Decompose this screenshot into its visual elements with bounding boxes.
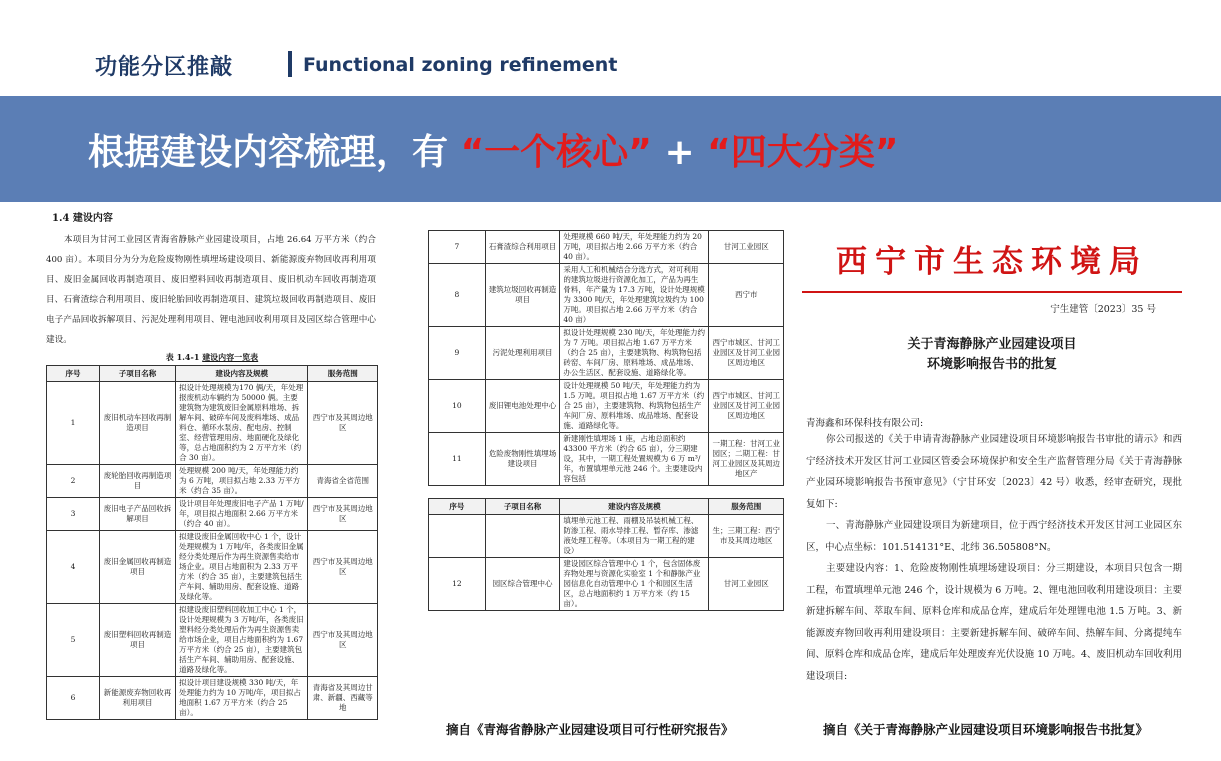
row-content: 新建刚性填埋场 1 座，占地总面积约 43300 平方米（约合 65 亩），分三期建设，其中，一期工程处置规模为 6 万 m³/年，布置填埋单元池 246 个。主要建设内容包括 [560,433,709,486]
header-name: 子项目名称 [485,499,560,515]
source-caption-feasibility: 摘自《青海省静脉产业园建设项目可行性研究报告》 [446,722,734,737]
row-number: 7 [429,231,486,264]
row-content: 设计项目年处理废旧电子产品 1 万吨/年，项目拟占地面积 2.66 万平方米（约合 40 亩）。 [176,498,308,531]
row-scope: 西宁市 [709,264,784,327]
row-number: 6 [47,677,100,720]
feasibility-report-table-continued [428,230,784,752]
recipient: 青海鑫和环保科技有限公司: [806,418,924,429]
construction-table-continued [428,230,784,486]
row-project-name: 废旧电子产品回收拆解项目 [99,498,175,531]
row-number: 11 [429,433,486,486]
table-caption-title: 建设内容一览表 [202,352,259,362]
banner-title [88,124,898,175]
document-title [788,335,1196,375]
red-header-rule [802,291,1182,293]
row-content: 拟设计项目建设规模 330 吨/天，年处理能力约为 10 万吨/年，项目拟占地面积 1.67 万平方米（约合 25 亩）。 [176,677,308,720]
row-number: 9 [429,327,486,380]
row-content: 拟建设废旧金属回收中心 1 个，设计处理规模为 1 万吨/年，各类废旧金属经分类处理后作为再生资源售卖给市场企业。项目占地面积为 2.33 万平方米（约合 35 亩），主要建筑包括生产车间、辅助用房、配套设施、道路及绿化等。 [176,531,308,604]
mid-table-body-bottom [429,515,784,611]
approval-paragraph-3: 主要建设内容：1、危险废物刚性填埋场建设项目：分三期建设，本项目只包含一期工程，布置填埋单元池 246 个，设计规模为 6 万吨。2、锂电池回收利用建设项目：主要新建拆解车间、萃取车间、原料仓库和成品仓库，建成后年处理锂电池 1.5 万吨。3、新能源废弃物回收再利用建设项目：主要新建拆解车间、破碎车间、热解车间、分离提纯车间、原料仓库和成品仓库，建成后年处理废弃光伏设施 10 万吨。4、废旧机动车回收利用建设项目: [806,563,1182,682]
table-row [47,465,378,498]
header-scope: 服务范围 [308,366,378,382]
row-scope: 西宁市及其周边地区 [308,531,378,604]
row-project-name [485,515,560,558]
table-caption-number: 表 1.4-1 [165,352,200,362]
table-caption [46,352,378,363]
table-row [47,677,378,720]
header-no: 序号 [47,366,100,382]
top-band [0,0,1221,52]
banner-prefix: 根据建设内容梳理，有 [88,132,449,173]
row-content: 处理规模 200 吨/天，年处理能力约为 6 万吨，项目拟占地 2.33 万平方米（约合 35 亩）。 [176,465,308,498]
document-number: 宁生建管〔2023〕35 号 [1050,304,1156,315]
row-scope: 青海省及其周边甘肃、新疆、西藏等地 [308,677,378,720]
table-header-row [47,366,378,382]
document-title-line1: 关于青海静脉产业园建设项目 [907,337,1077,352]
row-scope: 西宁市及其周边地区 [308,604,378,677]
row-scope: 西宁市城区、甘河工业园区及甘河工业园区周边地区 [709,327,784,380]
banner-highlight-core: “一个核心” [460,132,652,173]
row-scope: 西宁市及其周边地区 [308,498,378,531]
section-divider [288,51,292,77]
row-project-name: 废旧金属回收再制造项目 [99,531,175,604]
row-scope: 西宁市及其周边地区 [308,382,378,465]
table-row [429,231,784,264]
row-number: 2 [47,465,100,498]
section-title: 功能分区推敲 [95,55,234,80]
banner-plus: + [664,132,695,173]
row-content: 处理规模 660 吨/天，年处理能力约为 20 万吨，项目拟占地 2.66 万平方米（约合 40 亩）。 [560,231,709,264]
row-number: 3 [47,498,100,531]
row-project-name: 污泥处理利用项目 [485,327,560,380]
construction-table-page2 [428,498,784,611]
row-project-name: 废旧锂电池处理中心 [485,380,560,433]
table-row [429,327,784,380]
agency-name: 西宁市生态环境局 [836,244,1148,280]
row-content: 建设园区综合管理中心 1 个，包含固体废弃物处理与资源化实验室 1 个和静脉产业园信息化自动管理中心 1 个和园区生活区，总占地面积约 1 万平方米（约 15 亩）。 [560,558,709,611]
doc-paragraph: 本项目为甘河工业园区青海省静脉产业园建设项目，占地 26.64 万平方米（约合 400 亩）。本项目分为分为危险废物刚性填埋场建设项目、新能源废弃物回收再利用项目、废旧金属回收再制造项目、废旧塑料回收再制造项目、废旧机动车回收再制造项目、石膏渣综合利用项目、废旧轮胎回收再制造项目、建筑垃圾回收再制造项目、废旧电子产品回收拆解项目、污泥处理利用项目、锂电池回收利用项目及园区综合管理中心建设。 [46,235,376,345]
row-scope: 甘河工业园区 [709,558,784,611]
approval-paragraph-1: 你公司报送的《关于申请青海静脉产业园建设项目环境影响报告书审批的请示》和西宁经济技术开发区甘河工业园区管委会环境保护和安全生产监督管理分局《关于青海静脉产业园环境影响报告书预审意见》（宁甘环安〔2023〕42 号）收悉，经审查研究，现批复如下: [806,434,1182,510]
header-scope: 服务范围 [709,499,784,515]
header-content: 建设内容及规模 [176,366,308,382]
left-table-body [47,382,378,720]
row-number: 12 [429,558,486,611]
row-scope: 生；三期工程：西宁市及其周边地区 [709,515,784,558]
row-content: 拟设计处理规模 230 吨/天，年处理能力约为 7 万吨。项目拟占地 1.67 万平方米（约合 25 亩），主要建筑物、构筑物包括砖窑、车间厂房、原料堆场、成品堆场、办公生活区、配套设施、道路绿化等。 [560,327,709,380]
row-number: 4 [47,531,100,604]
banner-highlight-categories: “四大分类” [707,132,899,173]
row-project-name: 废轮胎回收再制造项目 [99,465,175,498]
row-project-name: 废旧机动车回收再制造项目 [99,382,175,465]
construction-content-table [46,365,378,720]
row-project-name: 废旧塑料回收再制造项目 [99,604,175,677]
row-content: 拟设计处理规模为170 俩/天，年处理报废机动车辆约为 50000 俩。主要建筑物为建筑废旧金属原料堆场、拆解车间、破碎车间及废料堆场、成品料仓、循环水泵房、配电房、控制室、经营管理用房、地面硬化及绿化等，总占地面积约为 2 万平方米（约合 30 亩）。 [176,382,308,465]
table-row [429,380,784,433]
section-title-en: Functional zoning refinement [303,54,618,76]
row-number [429,515,486,558]
row-project-name: 新能源废弃物回收再利用项目 [99,677,175,720]
header-content: 建设内容及规模 [560,499,709,515]
row-scope: 西宁市城区、甘河工业园区及甘河工业园区周边地区 [709,380,784,433]
row-project-name: 危险废物刚性填埋场建设项目 [485,433,560,486]
row-number: 1 [47,382,100,465]
approval-paragraph-2: 一、青海静脉产业园建设项目为新建项目，位于西宁经济技术开发区甘河工业园区东区，中心点坐标：101.514131°E、北纬 36.505808°N。 [806,520,1182,553]
doc-heading: 1.4 建设内容 [52,213,113,224]
row-project-name: 园区综合管理中心 [485,558,560,611]
feasibility-report-excerpt [46,206,378,752]
row-content: 填埋单元池工程、雨棚及吊装机械工程、防渗工程、雨水导排工程、暂存库、渗滤液处理工程等。（本项目为一期工程的建设） [560,515,709,558]
row-content: 设计处理规模 50 吨/天，年处理能力约为 1.5 万吨。项目拟占地 1.67 万平方米（约合 25 亩），主要建筑物、构筑物包括生产车间厂房、原料堆场、成品堆场、配套设施、道路绿化等。 [560,380,709,433]
table-row [429,264,784,327]
row-number: 8 [429,264,486,327]
source-caption-approval: 摘自《关于青海静脉产业园建设项目环境影响报告书批复》 [823,722,1149,737]
row-content: 拟建设废旧塑料回收加工中心 1 个，设计处理规模为 3 万吨/年，各类废旧塑料经分类处理后作为再生资源售卖给市场企业，项目占地面积约为 1.67 万平方米（约合 25 亩），主要建筑包括生产车间、辅助用房、配套设施、道路及绿化等。 [176,604,308,677]
table-row [47,498,378,531]
row-project-name: 石膏渣综合利用项目 [485,231,560,264]
mid-table-body-top [429,231,784,486]
row-scope: 青海省全省范围 [308,465,378,498]
row-content: 采用人工和机械结合分选方式，对可利用的建筑垃圾进行资源化加工，产品为再生骨料，年产量为 17.3 万吨，设计处理规模为 3300 吨/天，年处理建筑垃圾约为 100 万吨。项目拟占地 2.66 万平方米（约合 40 亩） [560,264,709,327]
header-no: 序号 [429,499,486,515]
table-row [429,558,784,611]
table-header-row [429,499,784,515]
row-scope: 一期工程：甘河工业园区；二期工程：甘河工业园区及其周边地区产 [709,433,784,486]
row-number: 10 [429,380,486,433]
table-row [47,604,378,677]
document-title-line2: 环境影响报告书的批复 [926,357,1057,372]
table-row [429,433,784,486]
row-number: 5 [47,604,100,677]
table-row [429,515,784,558]
header-name: 子项目名称 [99,366,175,382]
table-row [47,382,378,465]
approval-document [788,220,1196,700]
row-project-name: 建筑垃圾回收再制造项目 [485,264,560,327]
table-row [47,531,378,604]
row-scope: 甘河工业园区 [709,231,784,264]
